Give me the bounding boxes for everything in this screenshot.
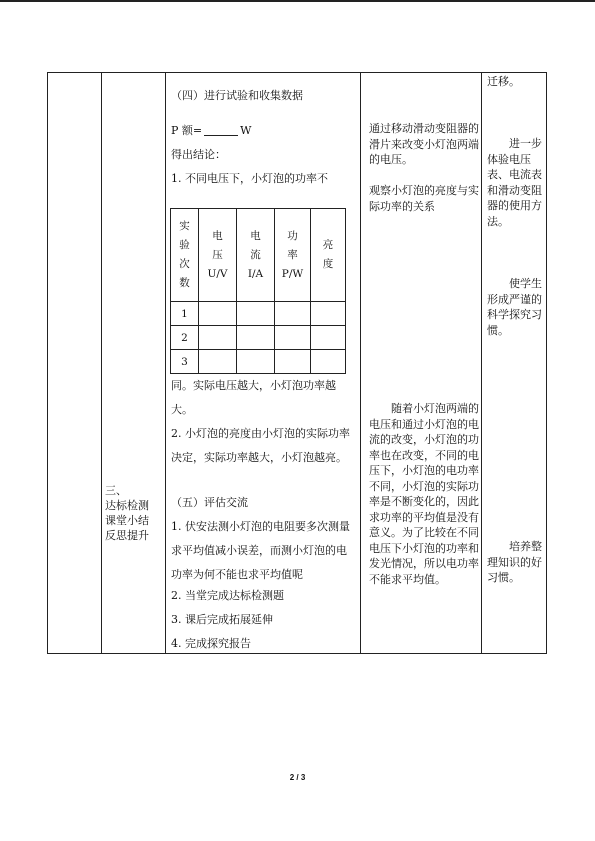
header-power: 功 率 P/W <box>275 209 311 302</box>
trial-number-cell: 3 <box>171 350 199 374</box>
data-cell <box>311 350 346 374</box>
evaluation-item-4: 4. 完成探究报告 <box>171 637 251 650</box>
data-cell <box>275 350 311 374</box>
col-border-2 <box>101 72 102 654</box>
data-cell <box>199 302 237 326</box>
data-cell <box>311 302 346 326</box>
data-cell <box>237 350 275 374</box>
trial-number-cell: 2 <box>171 326 199 350</box>
rated-power-line <box>171 119 357 143</box>
header-trial-number: 实 验 次 数 <box>171 209 199 302</box>
conclusion-1-start: 1. 不同电压下，小灯泡的功率不 <box>171 172 328 185</box>
design-intent-4: 培养整理知识的好习惯。 <box>487 540 542 584</box>
header-brightness: 亮 度 <box>311 209 346 302</box>
data-cell <box>237 326 275 350</box>
header-voltage: 电 压 U/V <box>199 209 237 302</box>
design-intent-2: 进一步体验电压表、电流表和滑动变阻器的使用方法。 <box>487 137 542 228</box>
design-intent-3: 使学生形成严谨的科学探究习惯。 <box>487 277 542 337</box>
col-border-5 <box>481 72 482 654</box>
conclusion-1-end: 同。实际电压越大，小灯泡功率越大。 <box>171 379 336 416</box>
rated-power-unit: W <box>240 124 252 137</box>
evaluation-item-2: 2. 当堂完成达标检测题 <box>171 589 284 602</box>
lesson-plan-table <box>47 72 547 654</box>
page-top-rule <box>0 0 595 2</box>
evaluation-item-1: 1. 伏安法测小灯泡的电阻要多次测量求平均值减小误差，而测小灯泡的电功率为何不能也求平均值呢 <box>171 520 350 581</box>
trial-number-cell: 1 <box>171 302 199 326</box>
table-row <box>171 302 346 326</box>
col-border-4 <box>360 72 361 654</box>
col-border-6 <box>546 72 547 654</box>
col-border-1 <box>47 72 48 654</box>
table-row <box>171 350 346 374</box>
conclusion-label: 得出结论： <box>171 148 226 161</box>
student-activity-1: 通过移动滑动变阻器的滑片来改变小灯泡两端的电压。 <box>369 122 479 166</box>
header-current: 电 流 I/A <box>237 209 275 302</box>
design-intent-1: 迁移。 <box>487 75 520 88</box>
data-cell <box>275 302 311 326</box>
table-top-border <box>47 72 547 73</box>
heading-experiment: （四）进行试验和收集数据 <box>171 89 303 102</box>
heading-evaluation: （五）评估交流 <box>171 496 248 509</box>
conclusion-2: 2. 小灯泡的亮度由小灯泡的实际功率决定，实际功率越大，小灯泡越亮。 <box>171 427 350 464</box>
col-border-3 <box>165 72 166 654</box>
data-cell <box>199 350 237 374</box>
experiment-table-header <box>171 209 346 302</box>
data-cell <box>199 326 237 350</box>
data-cell <box>311 326 346 350</box>
student-activity-2: 观察小灯泡的亮度与实际功率的关系 <box>369 184 479 213</box>
student-activity-3: 随着小灯泡两端的电压和通过小灯泡的电流的改变，小灯泡的功率也在改变，不同的电压下，小灯泡的电功率不同，小灯泡的实际功率是不断变化的，因此求功率的平均值是没有意义。为了比较在不同电压下小灯泡的功率和发光情况，所以电功率不能求平均值。 <box>369 402 479 586</box>
stage-label: 三、 达标检测 课堂小结 反思提升 <box>105 484 149 542</box>
rated-power-blank <box>204 124 238 136</box>
table-row <box>171 326 346 350</box>
evaluation-item-3: 3. 课后完成拓展延伸 <box>171 613 273 626</box>
rated-power-label: P 额= <box>171 124 203 137</box>
data-cell <box>275 326 311 350</box>
page-number: 2 / 3 <box>289 773 306 782</box>
experiment-data-table <box>170 208 346 374</box>
data-cell <box>237 302 275 326</box>
